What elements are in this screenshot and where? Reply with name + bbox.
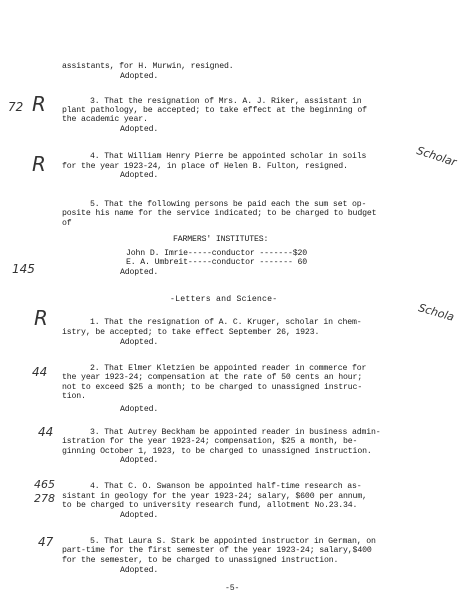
text-line: for the semester, to be charged to unassigned instruction. [62, 556, 339, 565]
margin-note: 465 [34, 478, 55, 491]
text-line: Adopted. [120, 338, 159, 347]
text-line: Adopted. [120, 268, 159, 277]
text-line: 2. That Elmer Kletzien be appointed reader in commerce for [90, 364, 367, 373]
text-line: istry, be accepted; to take effect September 26, 1923. [62, 328, 320, 337]
margin-note: Schola [416, 301, 456, 324]
section-heading: -Letters and Science- [170, 295, 278, 304]
margin-note: 145 [12, 262, 35, 276]
margin-note: R [34, 306, 48, 330]
text-line: John D. Imrie-----conductor -------$20 [126, 249, 308, 258]
text-line: E. A. Umbreit-----conductor ------- 60 [126, 258, 308, 267]
margin-note: R [32, 152, 46, 176]
text-line: istration for the year 1923-24; compensation, $25 a month, be- [62, 437, 358, 446]
text-line: 4. That William Henry Pierre be appointed scholar in soils [90, 152, 367, 161]
text-line: to be charged to university research fund, allotment No.23.34. [62, 501, 358, 510]
text-line: 5. That the following persons be paid each the sum set op- [90, 200, 367, 209]
text-line: tion. [62, 392, 86, 401]
subheading: FARMERS' INSTITUTES: [173, 235, 269, 244]
text-line: Adopted. [120, 125, 159, 134]
text-line: Adopted. [120, 72, 159, 81]
text-line: 4. That C. O. Swanson be appointed half-time research as- [90, 482, 362, 491]
text-line: Adopted. [120, 405, 159, 414]
text-line: not to exceed $25 a month; to be charged to unassigned instruc- [62, 383, 363, 392]
text-line: Adopted. [120, 456, 159, 465]
text-line: 5. That Laura S. Stark be appointed instructor in German, on [90, 537, 376, 546]
margin-note: 47 [38, 535, 54, 549]
page-number: -5- [225, 584, 240, 593]
margin-note: 44 [32, 365, 48, 379]
margin-note: R [32, 92, 46, 116]
margin-note: 72 [8, 100, 24, 114]
text-line: plant pathology, be accepted; to take effect at the beginning of [62, 106, 367, 115]
text-line: of [62, 219, 72, 228]
text-line: Adopted. [120, 511, 159, 520]
text-line: for the year 1923-24, in place of Helen B. Fulton, resigned. [62, 162, 348, 171]
margin-note: 44 [38, 425, 54, 439]
text-line: 3. That the resignation of Mrs. A. J. Riker, assistant in [90, 97, 362, 106]
text-line: sistant in geology for the year 1923-24; salary, $600 per annum, [62, 492, 367, 501]
text-line: Adopted. [120, 566, 159, 575]
text-line: posite his name for the service indicated; to be charged to budget [62, 209, 377, 218]
text-line: 1. That the resignation of A. C. Kruger, scholar in chem- [90, 318, 362, 327]
text-line: Adopted. [120, 171, 159, 180]
text-line: assistants, for H. Murwin, resigned. [62, 62, 234, 71]
text-line: the academic year. [62, 115, 148, 124]
text-line: part-time for the first semester of the year 1923-24; salary,$400 [62, 546, 372, 555]
text-line: 3. That Autrey Beckham be appointed reader in business admin- [90, 428, 381, 437]
text-line: ginning October 1, 1923, to be charged to unassigned instruction. [62, 447, 372, 456]
text-line: the year 1923-24; compensation at the rate of 50 cents an hour; [62, 373, 363, 382]
margin-note: Scholar [414, 143, 459, 170]
margin-note: 278 [34, 492, 55, 505]
